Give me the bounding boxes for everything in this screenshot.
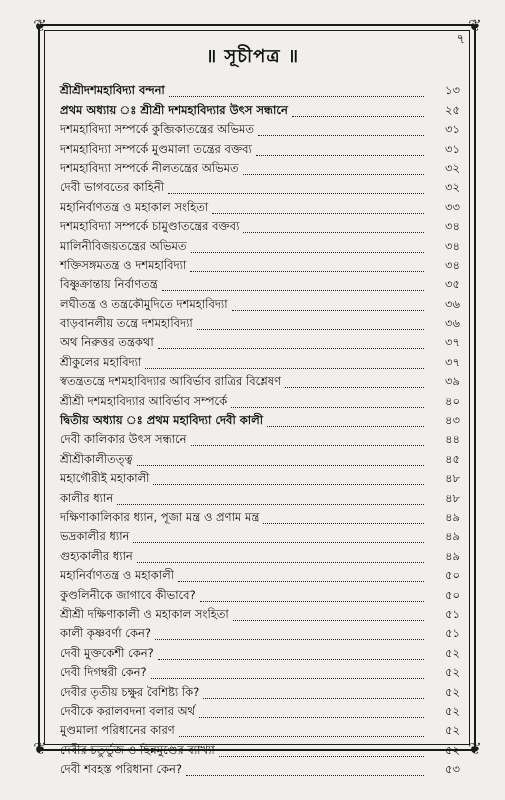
toc-entry (60, 295, 460, 314)
dot-leader (200, 601, 424, 602)
toc-entry (60, 664, 460, 683)
toc-entry (60, 722, 460, 741)
dot-leader (243, 232, 424, 233)
page-number: ৭ (456, 32, 465, 47)
toc-entry (60, 160, 460, 179)
toc-entry (60, 606, 460, 625)
dot-leader (117, 504, 424, 505)
toc-entry-page: ৫১ (445, 626, 460, 641)
toc-entry-title: শক্তিসঙ্গমতন্ত্র ও দশমহাবিদ্যা (60, 257, 187, 272)
toc-entry (60, 625, 460, 644)
toc-entry-page: ৩৭ (445, 354, 460, 369)
toc-entry-title: দশমহাবিদ্যা সম্পর্কে চামুণ্ডাতন্ত্রের বক্তব্য (60, 219, 240, 234)
dot-leader (231, 407, 424, 408)
toc-entry (60, 431, 460, 450)
toc-entry-title: দক্ষিণাকালিকার ধ্যান, পূজা মন্ত্র ও প্রণাম মন্ত্র (60, 509, 260, 524)
toc-entry (60, 121, 460, 140)
dot-leader (285, 387, 424, 388)
corner-ornament-icon: ❦ (33, 739, 47, 758)
toc-entry-title: শ্রীশ্রী দশমহাবিদ্যার আবির্ভাব সম্পর্কে (60, 393, 228, 408)
toc-entry-title: গুহ্যকালীর ধ্যান (60, 548, 133, 563)
dot-leader (263, 523, 424, 524)
dot-leader (197, 329, 424, 330)
toc-entry-page: ৪০ (445, 393, 460, 408)
toc-entry (60, 412, 460, 431)
toc-entry-page: ৩৪ (445, 219, 460, 234)
toc-entry (60, 644, 460, 663)
toc-entry (60, 392, 460, 411)
dot-leader (137, 562, 424, 563)
toc-entry-title: মালিনীবিজয়তন্ত্রের অভিমত (60, 238, 187, 253)
toc-entry-title: দশমহাবিদ্যা সম্পর্কে মুণ্ডমালা তন্ত্রের বক্তব্য (60, 141, 252, 156)
toc-entry-title: শ্রীশ্রীকালীতত্ত্ব (60, 451, 133, 466)
toc-entry-title: দশমহাবিদ্যা সম্পর্কে কুব্জিকাতন্ত্রের অভিমত (60, 122, 255, 137)
page-title: ॥ সূচীপত্র ॥ (205, 46, 300, 67)
toc-entry (60, 509, 460, 528)
toc-entry-title: মহাগৌরীই মহাকালী (60, 471, 150, 486)
toc-entry-title: দেবী ভাগবতের কাহিনী (60, 180, 164, 195)
dot-leader (258, 135, 424, 136)
dot-leader (232, 310, 424, 311)
dot-leader (191, 445, 424, 446)
toc-entry-page: ৪৮ (445, 490, 460, 505)
toc-entry-title: দেবী মুক্তকেশী কেন? (60, 645, 154, 660)
toc-entry-title: শ্রীশ্রীদশমহাবিদ্যা বন্দনা (60, 83, 165, 98)
toc-entry-page: ৪৯ (445, 509, 460, 524)
toc-entry-title: দেবী কালিকার উৎস সন্ধানে (60, 432, 187, 447)
toc-entry-page: ৩৩ (445, 199, 460, 214)
toc-entry-title: মুণ্ডমালা পরিধানের কারণ (60, 723, 175, 738)
toc-entry-title: দেবীকে করালবদনা বলার অর্থ (60, 703, 195, 718)
dot-leader (267, 426, 424, 427)
dot-leader (158, 348, 424, 349)
toc-entry-page: ৫২ (445, 723, 460, 738)
dot-leader (168, 193, 424, 194)
corner-ornament-icon: ❦ (468, 739, 482, 758)
toc-entry-title: দেবী দিগম্বরী কেন? (60, 665, 147, 680)
dot-leader (158, 659, 424, 660)
toc-entry (60, 450, 460, 469)
toc-entry-page: ৫২ (445, 645, 460, 660)
toc-entry-page: ৪৯ (445, 529, 460, 544)
toc-entry-page: ৫৩ (445, 762, 460, 777)
dot-leader (256, 155, 424, 156)
toc-entry-page: ১৩ (445, 83, 460, 98)
toc-entry (60, 470, 460, 489)
toc-entry-page: ৩২ (445, 160, 460, 175)
dot-leader (292, 116, 424, 117)
dot-leader (243, 174, 424, 175)
dot-leader (153, 484, 424, 485)
toc-entry-page: ৫১ (445, 606, 460, 621)
toc-entry (60, 198, 460, 217)
toc-entry (60, 334, 460, 353)
toc-entry-page: ৫২ (445, 665, 460, 680)
dot-leader (162, 290, 424, 291)
toc-entry-title: শ্রীশ্রী দক্ষিণাকালী ও মহাকাল সংহিতা (60, 606, 229, 621)
toc-entry-page: ৩৬ (445, 316, 460, 331)
toc-entry (60, 489, 460, 508)
toc-entry-title: অথ নিরুত্তর তন্ত্রকথা (60, 335, 154, 350)
toc-entry-title: শ্রীকুলের মহাবিদ্যা (60, 354, 142, 369)
toc-entry-title: প্রথম অধ্যায় ঃ শ্রীশ্রী দশমহাবিদ্যার উৎস সন্ধানে (60, 102, 288, 117)
dot-leader (203, 698, 424, 699)
toc-entry-page: ২৫ (445, 102, 460, 117)
toc-entry-page: ৩৪ (445, 238, 460, 253)
toc-entry (60, 547, 460, 566)
toc-entry (60, 218, 460, 237)
toc-entry-page: ৫২ (445, 684, 460, 699)
toc-entry-page: ৩৯ (445, 374, 460, 389)
dot-leader (178, 581, 424, 582)
toc-entry (60, 140, 460, 159)
toc-entry (60, 257, 460, 276)
toc-entry-page: ৪৯ (445, 548, 460, 563)
toc-entry (60, 315, 460, 334)
dot-leader (133, 542, 424, 543)
toc-entry (60, 276, 460, 295)
toc-entry-title: কুণ্ডলিনীকে জাগাবে কীভাবে? (60, 587, 196, 602)
corner-ornament-icon: ❦ (468, 16, 482, 35)
dot-leader (186, 775, 424, 776)
toc-entry-page: ৫০ (445, 587, 460, 602)
dot-leader (145, 368, 424, 369)
dot-leader (179, 736, 424, 737)
toc-entry-page: ৪৩ (445, 413, 460, 428)
toc-entry-title: কালীর ধ্যান (60, 490, 114, 505)
toc-entry (60, 353, 460, 372)
toc-entry-page: ৫০ (445, 568, 460, 583)
toc-entry (60, 82, 460, 101)
toc-entry-title: মহানির্বাণতন্ত্র ও মহাকাল সংহিতা (60, 199, 209, 214)
corner-ornament-icon: ❦ (33, 16, 47, 35)
toc-entry-title: বিষ্ণুক্রান্তায় নির্বাণতন্ত্র (60, 277, 158, 292)
toc-entry (60, 237, 460, 256)
toc-entry (60, 761, 460, 780)
toc-entry (60, 179, 460, 198)
toc-entry (60, 373, 460, 392)
toc-entry (60, 703, 460, 722)
toc-entry-title: দেবীর তৃতীয় চক্ষুর বৈশিষ্ট্য কি? (60, 684, 200, 699)
toc-entry-page: ৩৬ (445, 296, 460, 311)
toc-entry-title: দেবীর চতুর্ভুজ ও ছিন্নমুণ্ডের ব্যাখ্যা (60, 742, 215, 757)
dot-leader (219, 756, 424, 757)
dot-leader (191, 252, 424, 253)
toc-entry-page: ৩৭ (445, 335, 460, 350)
toc-entry (60, 586, 460, 605)
dot-leader (151, 678, 424, 679)
toc-entry-page: ৩১ (445, 141, 460, 156)
toc-entry-title: দ্বিতীয় অধ্যায় ঃ প্রথম মহাবিদ্যা দেবী কালী (60, 413, 263, 428)
dot-leader (233, 620, 424, 621)
toc-entry-title: দশমহাবিদ্যা সম্পর্কে নীলতন্ত্রের অভিমত (60, 160, 239, 175)
toc-entry-title: লঘীতন্ত্র ও তন্ত্রকৌমুদিতে দশমহাবিদ্যা (60, 296, 228, 311)
toc-entry-title: কালী কৃষ্ণবর্ণা কেন? (60, 626, 151, 641)
toc-entry (60, 101, 460, 120)
dot-leader (169, 96, 424, 97)
toc-entry-page: ৩৫ (445, 277, 460, 292)
dot-leader (212, 213, 424, 214)
toc-entry-page: ৩১ (445, 122, 460, 137)
toc-entry-page: ৪৫ (445, 451, 460, 466)
toc-entry-page: ৫২ (445, 703, 460, 718)
toc-entry-page: ৫২ (445, 742, 460, 757)
dot-leader (155, 639, 424, 640)
toc-entry (60, 567, 460, 586)
toc-entry-title: বাড়বানলীয় তন্ত্রে দশমহাবিদ্যা (60, 316, 193, 331)
dot-leader (137, 465, 424, 466)
dot-leader (199, 717, 424, 718)
toc-entry-page: ৩২ (445, 180, 460, 195)
toc-entry (60, 741, 460, 760)
toc-entry (60, 528, 460, 547)
toc-entry-title: ভদ্রকালীর ধ্যান (60, 529, 130, 544)
toc-entry-page: ৪৮ (445, 471, 460, 486)
toc-entry-title: স্বতন্ত্রতন্ত্রে দশমহাবিদ্যার আবির্ভাব রাত্রির বিশ্লেষণ (60, 374, 282, 389)
toc-entry (60, 683, 460, 702)
table-of-contents (60, 82, 460, 780)
toc-entry-page: ৩৪ (445, 257, 460, 272)
toc-entry-title: মহানির্বাণতন্ত্র ও মহাকালী (60, 568, 174, 583)
toc-entry-page: ৪৪ (445, 432, 460, 447)
dot-leader (190, 271, 424, 272)
toc-entry-title: দেবী শবহস্ত পরিধানা কেন? (60, 762, 182, 777)
